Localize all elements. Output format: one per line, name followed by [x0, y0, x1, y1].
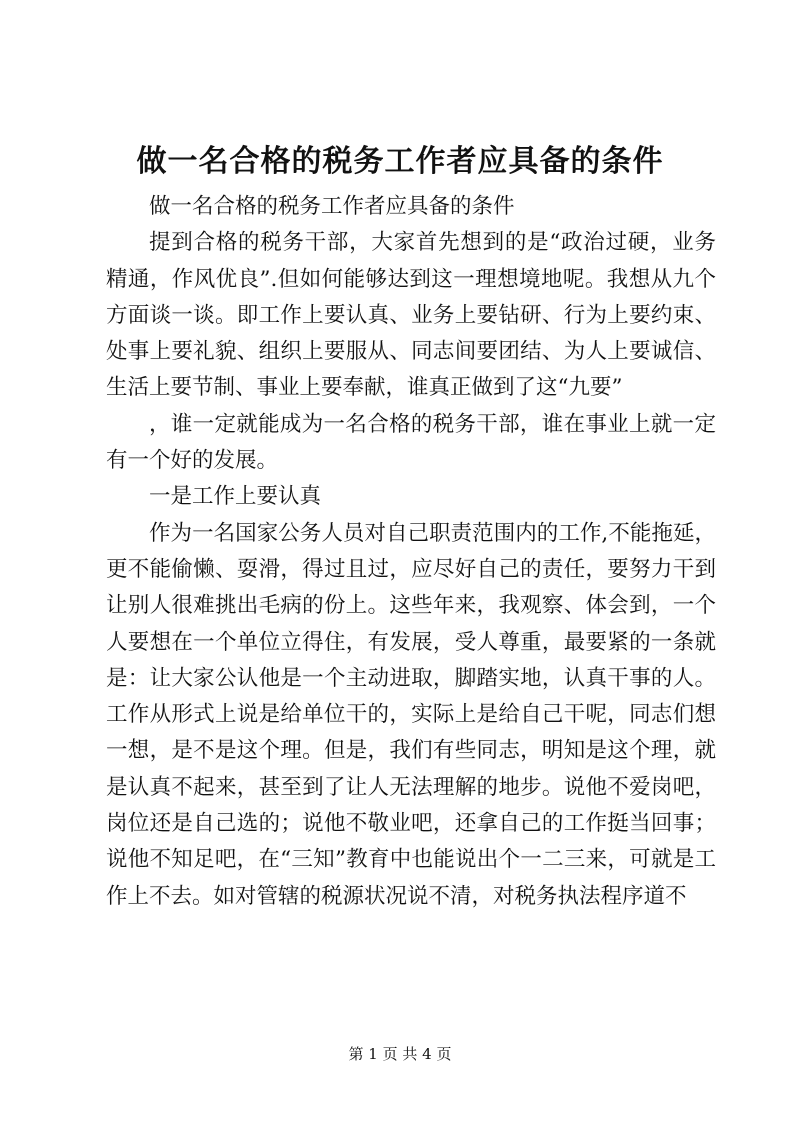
body-paragraph: 作为一名国家公务人员对自己职责范围内的工作,不能拖延，更不能偷懒、耍滑，得过且过，应尽好自己的责任，要努力干到让别人很难挑出毛病的份上。这些年来，我观察、体会到，一个人要想在一个单位立得住，有发展，受人尊重，最要紧的一条就是：让大家公认他是一个主动进取，脚踏实地，认真干事的人。工作从形式上说是给单位干的，实际上是给自己干呢，同志们想一想，是不是这个理。但是，我们有些同志，明知是这个理，就是认真不起来，甚至到了让人无法理解的地步。说他不爱岗吧，岗位还是自己选的；说他不敬业吧，还拿自己的工作挺当回事；说他不知足吧，在“三知”教育中也能说出个一二三来，可就是工作上不去。如对管辖的税源状况说不清，对税务执法程序道不 — [106, 520, 716, 909]
subtitle-paragraph: 做一名合格的税务工作者应具备的条件 — [149, 194, 515, 219]
section-heading: 一是工作上要认真 — [149, 484, 322, 510]
intro-paragraph: 提到合格的税务干部，大家首先想到的是“政治过硬，业务精通，作风优良”.但如何能够达到这一理想境地呢。我想从九个方面谈一谈。即工作上要认真、业务上要钻研、行为上要约束、处事上要礼貌、组织上要服从、同志间要团结、为人上要诚信、生活上要节制、事业上要奉献，谁真正做到了这“九要” — [106, 230, 716, 401]
document-title: 做一名合格的税务工作者应具备的条件 — [136, 144, 664, 179]
page-footer: 第 1 页 共 4 页 — [348, 1045, 452, 1063]
document-body — [106, 189, 716, 915]
continuation-paragraph: ，谁一定就能成为一名合格的税务干部，谁在事业上就一定有一个好的发展。 — [106, 411, 716, 474]
